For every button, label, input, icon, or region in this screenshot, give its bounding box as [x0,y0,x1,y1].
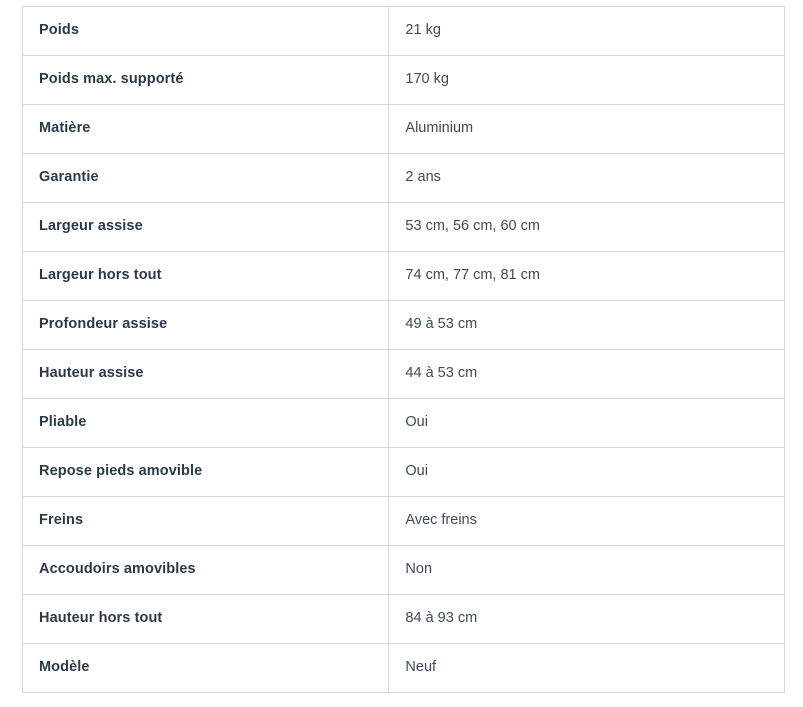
specifications-table-body [23,7,785,693]
table-row [23,350,785,399]
spec-label: Profondeur assise [23,301,389,350]
table-row [23,497,785,546]
spec-label: Poids [23,7,389,56]
spec-value: 21 kg [389,7,785,56]
spec-value: Aluminium [389,105,785,154]
table-row [23,56,785,105]
table-row [23,154,785,203]
spec-value: Non [389,546,785,595]
spec-label: Freins [23,497,389,546]
spec-value: Oui [389,399,785,448]
table-row [23,644,785,693]
table-row [23,595,785,644]
spec-label: Pliable [23,399,389,448]
table-row [23,399,785,448]
spec-label: Poids max. supporté [23,56,389,105]
spec-value: 49 à 53 cm [389,301,785,350]
spec-label: Largeur assise [23,203,389,252]
spec-label: Repose pieds amovible [23,448,389,497]
spec-value: 44 à 53 cm [389,350,785,399]
spec-value: 84 à 93 cm [389,595,785,644]
spec-label: Modèle [23,644,389,693]
spec-value: 53 cm, 56 cm, 60 cm [389,203,785,252]
table-row [23,448,785,497]
table-row [23,105,785,154]
spec-value: 2 ans [389,154,785,203]
table-row [23,301,785,350]
table-row [23,203,785,252]
spec-value: 170 kg [389,56,785,105]
spec-value: Avec freins [389,497,785,546]
spec-label: Matière [23,105,389,154]
spec-value: 74 cm, 77 cm, 81 cm [389,252,785,301]
spec-label: Hauteur hors tout [23,595,389,644]
spec-label: Garantie [23,154,389,203]
spec-label: Largeur hors tout [23,252,389,301]
table-row [23,7,785,56]
specifications-table [22,6,785,693]
table-row [23,252,785,301]
spec-label: Accoudoirs amovibles [23,546,389,595]
spec-label: Hauteur assise [23,350,389,399]
spec-value: Oui [389,448,785,497]
spec-value: Neuf [389,644,785,693]
table-row [23,546,785,595]
